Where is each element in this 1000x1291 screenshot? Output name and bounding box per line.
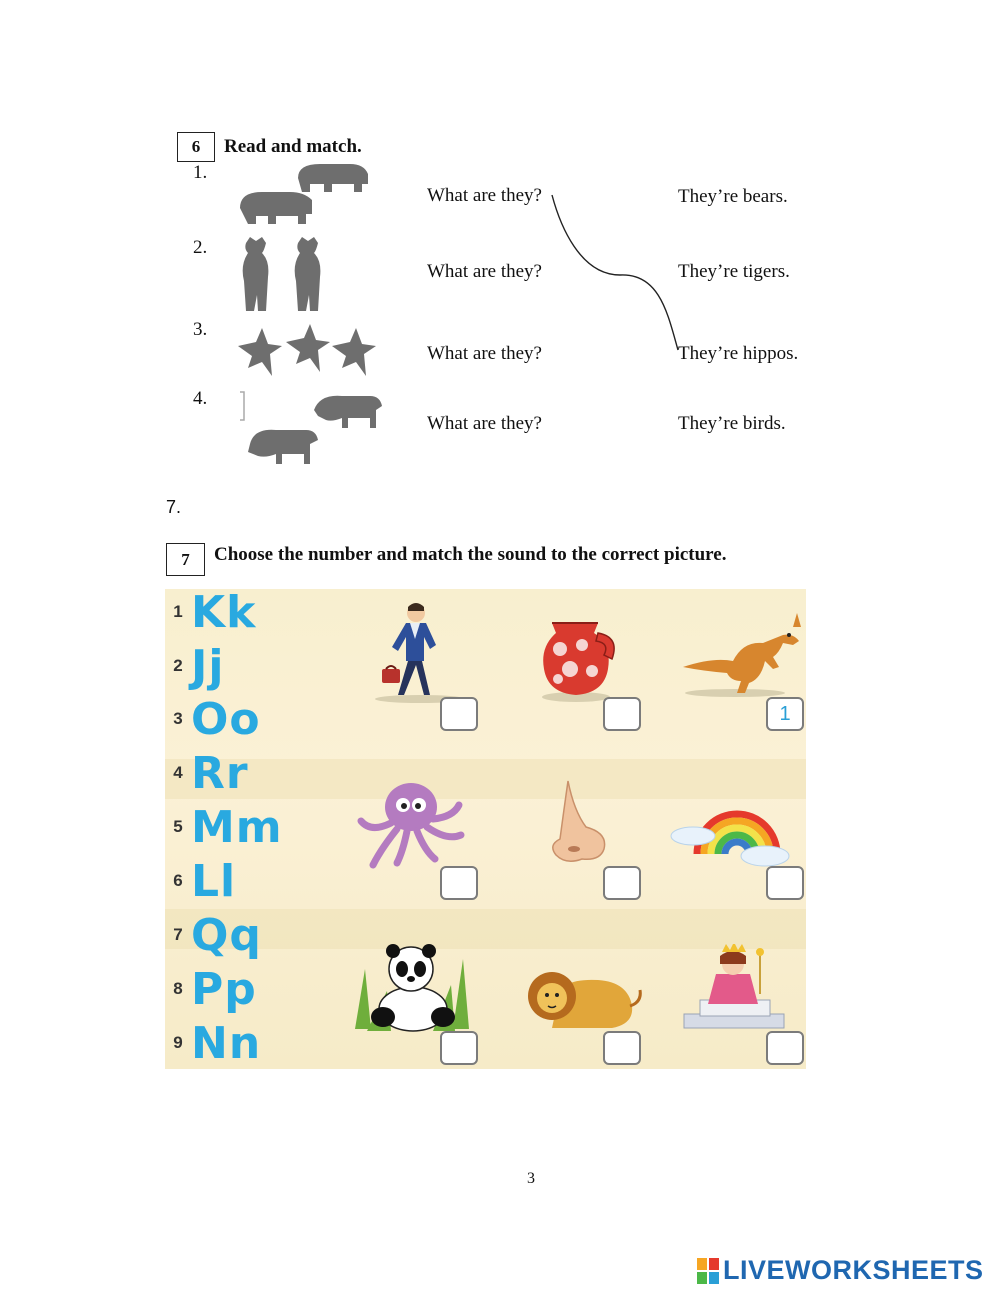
item-number-3: 3.	[193, 319, 208, 340]
exercise-7-number: 7	[166, 543, 205, 576]
section-label-7: 7.	[166, 497, 182, 517]
letter-row-3	[165, 692, 261, 746]
letter-pair: Mm	[191, 801, 283, 853]
letter-row-5	[165, 800, 283, 854]
panda-picture	[353, 939, 473, 1034]
queen-picture	[680, 944, 790, 1034]
item-number-1: 1.	[193, 162, 208, 183]
brand-name: LIVEWORKSHEETS	[723, 1255, 984, 1285]
question-3: What are they?	[427, 343, 542, 364]
letter-number: 6	[173, 871, 183, 890]
letter-pair: Ll	[191, 855, 237, 907]
match-line	[540, 185, 690, 365]
birds-silhouette	[236, 322, 376, 384]
exercise-7-title: Choose the number and match the sound to the correct picture.	[214, 544, 727, 565]
letter-number: 1	[173, 602, 183, 621]
letter-number: 4	[173, 763, 183, 782]
answer-box-kangaroo[interactable]: 1	[766, 697, 804, 731]
bears-silhouette	[236, 235, 331, 315]
answer-box-nose[interactable]	[603, 866, 641, 900]
answer-1[interactable]: They’re bears.	[678, 186, 788, 207]
answer-box-lion[interactable]	[603, 1031, 641, 1065]
letter-number: 2	[173, 656, 183, 675]
page-number: 3	[527, 1170, 535, 1187]
letter-row-9	[165, 1016, 261, 1069]
letter-row-2	[165, 639, 224, 693]
answer-box-panda[interactable]	[440, 1031, 478, 1065]
question-2: What are they?	[427, 261, 542, 282]
liveworksheets-logo	[697, 1255, 984, 1286]
letters-picture-panel	[165, 589, 806, 1069]
hippos-silhouette	[236, 160, 371, 230]
letter-pair: Pp	[191, 963, 257, 1015]
item-number-4: 4.	[193, 388, 208, 409]
letter-row-1	[165, 589, 256, 639]
letter-pair: Oo	[191, 693, 261, 745]
letter-pair: Kk	[191, 589, 257, 638]
question-4: What are they?	[427, 413, 542, 434]
letter-row-6	[165, 854, 236, 908]
answer-2[interactable]: They’re tigers.	[678, 261, 790, 282]
letter-pair: Nn	[191, 1017, 262, 1069]
letter-number: 5	[173, 817, 183, 836]
question-1: What are they?	[427, 185, 542, 206]
rainbow-picture	[665, 784, 790, 869]
letter-number: 9	[173, 1033, 183, 1052]
answer-box-man[interactable]	[440, 697, 478, 731]
nose-picture	[548, 779, 613, 864]
letter-row-7	[165, 908, 262, 962]
letter-number: 7	[173, 925, 183, 944]
answer-4[interactable]: They’re birds.	[678, 413, 786, 434]
liveworksheets-icon	[697, 1258, 719, 1284]
letter-pair: Jj	[191, 640, 225, 692]
exercise-6-number: 6	[177, 132, 215, 162]
man-walking-picture	[360, 599, 470, 704]
letter-row-4	[165, 746, 249, 800]
letter-row-8	[165, 962, 257, 1016]
letter-number: 3	[173, 709, 183, 728]
answer-box-rainbow[interactable]	[766, 866, 804, 900]
answer-box-jug[interactable]	[603, 697, 641, 731]
tigers-silhouette	[236, 388, 386, 470]
exercise-6-title: Read and match.	[224, 136, 362, 157]
jug-picture	[530, 609, 625, 704]
letter-pair: Qq	[191, 909, 262, 961]
lion-picture	[522, 954, 642, 1034]
letter-number: 8	[173, 979, 183, 998]
answer-box-octopus[interactable]	[440, 866, 478, 900]
item-number-2: 2.	[193, 237, 208, 258]
letter-pair: Rr	[191, 747, 249, 799]
octopus-picture	[353, 779, 468, 869]
kangaroo-picture	[677, 609, 806, 699]
answer-3[interactable]: They’re hippos.	[678, 343, 799, 364]
answer-box-queen[interactable]	[766, 1031, 804, 1065]
